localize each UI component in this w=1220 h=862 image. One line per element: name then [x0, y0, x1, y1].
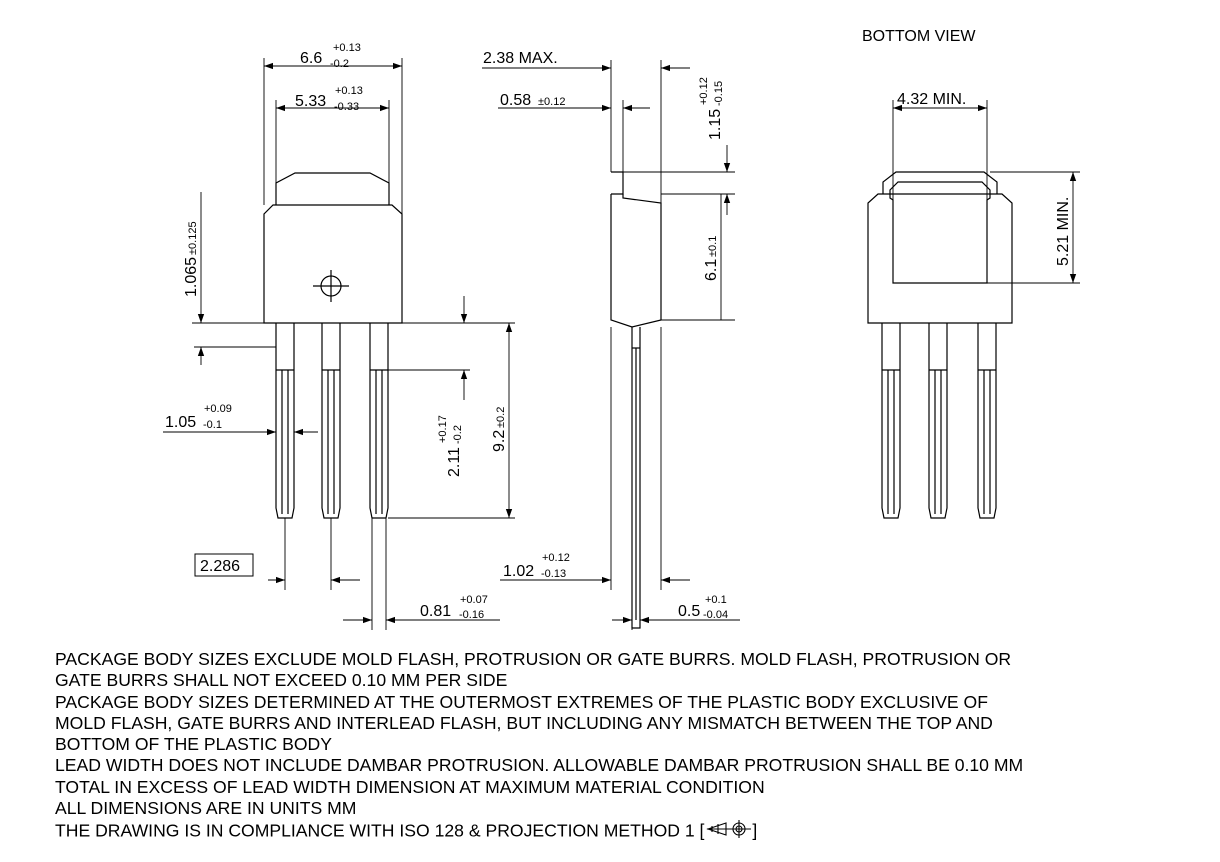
body-height-value: 6.1 — [703, 258, 720, 281]
max-thickness-label: 2.38 MAX. — [483, 50, 558, 67]
front-lead-right — [370, 323, 388, 518]
note-3-line-1: LEAD WIDTH DOES NOT INCLUDE DAMBAR PROTRUSION. ALLOWABLE DAMBAR PROTRUSION SHALL BE 0.10 MM — [55, 755, 1024, 776]
note-2-line-1: PACKAGE BODY SIZES DETERMINED AT THE OUTERMOST EXTREMES OF THE PLASTIC BODY EXCLUSIVE OF — [55, 691, 988, 712]
note-5-close-bracket: ] — [752, 820, 758, 841]
lead-width-wide-value: 1.05 — [165, 414, 197, 431]
tab-thickness-tol: ±0.12 — [538, 96, 566, 108]
lead-length-value: 9.2 — [491, 429, 508, 452]
side-tab — [611, 172, 623, 194]
lead-thick-wide-lower-tol: -0.13 — [541, 568, 567, 580]
lead-thickness-upper-tol: +0.1 — [705, 594, 727, 606]
bottom-view-title: BOTTOM VIEW — [862, 28, 976, 45]
note-1-line-2: GATE BURRS SHALL NOT EXCEED 0.10 MM PER SIDE — [55, 670, 508, 691]
bottom-tab — [883, 172, 997, 194]
front-lead-left — [276, 323, 294, 518]
bottom-view — [868, 172, 1012, 518]
lead-width-upper-tol: +0.07 — [460, 594, 488, 606]
note-4-line-1: ALL DIMENSIONS ARE IN UNITS MM — [55, 798, 357, 819]
front-view — [264, 173, 402, 518]
body-width-value: 6.6 — [300, 50, 323, 67]
first-angle-projection-icon — [706, 819, 752, 844]
tab-width-upper-tol: +0.13 — [335, 85, 363, 97]
lead-thick-wide-upper-tol: +0.12 — [542, 552, 570, 564]
bottom-lead-left — [882, 323, 900, 518]
tab-height-tol: ±0.125 — [187, 221, 199, 255]
bottom-lead-right — [978, 323, 996, 518]
bottom-body — [868, 194, 1012, 323]
tab-height-value: 1.065 — [183, 256, 200, 297]
tab-thickness-value: 0.58 — [500, 92, 532, 109]
body-width-upper-tol: +0.13 — [333, 42, 361, 54]
front-tab — [276, 173, 389, 205]
bottom-lead-center — [929, 323, 947, 518]
lead-thickness-lower-tol: -0.04 — [703, 609, 729, 621]
lead-length-tol: ±0.2 — [495, 406, 507, 428]
tab-width-lower-tol: -0.33 — [334, 101, 360, 113]
note-2 — [55, 692, 1215, 756]
note-4 — [55, 798, 1215, 819]
note-3-line-2: TOTAL IN EXCESS OF LEAD WIDTH DIMENSION AT MAXIMUM MATERIAL CONDITION — [55, 776, 765, 797]
note-2-line-2: MOLD FLASH, GATE BURRS AND INTERLEAD FLASH, BUT INCLUDING ANY MISMATCH BETWEEN THE TOP AND — [55, 712, 993, 733]
exposed-pad — [890, 182, 990, 283]
side-view — [611, 172, 661, 628]
side-body — [611, 194, 661, 327]
body-height-tol: ±0.1 — [707, 235, 719, 257]
side-dimensions — [482, 60, 740, 630]
lead-width-value: 0.81 — [420, 603, 452, 620]
note-1-line-1: PACKAGE BODY SIZES EXCLUDE MOLD FLASH, PROTRUSION OR GATE BURRS. MOLD FLASH, PROTRUSION OR — [55, 649, 1012, 669]
lead-thickness-value: 0.5 — [678, 603, 701, 620]
front-lead-center — [322, 323, 340, 518]
note-3 — [55, 755, 1215, 798]
step-height-lower-tol: -0.15 — [713, 80, 725, 106]
lead-thick-wide-value: 1.02 — [503, 563, 535, 580]
lead-width-lower-tol: -0.16 — [459, 609, 485, 621]
notes-list — [55, 649, 1215, 845]
body-width-lower-tol: -0.2 — [330, 58, 349, 70]
note-1 — [55, 649, 1215, 692]
shoulder-length-upper-tol: +0.17 — [437, 415, 449, 443]
lead-width-wide-upper-tol: +0.09 — [204, 403, 232, 415]
note-5-line-1: THE DRAWING IS IN COMPLIANCE WITH ISO 128 & PROJECTION METHOD 1 [ — [55, 820, 705, 841]
gate-mark — [313, 270, 349, 302]
shoulder-length-lower-tol: -0.2 — [452, 425, 464, 444]
step-height-upper-tol: +0.12 — [698, 77, 710, 105]
lead-width-wide-lower-tol: -0.1 — [203, 419, 222, 431]
pitch-basic-value: 2.286 — [200, 558, 241, 575]
tab-width-value: 5.33 — [295, 93, 327, 110]
step-height-value: 1.15 — [707, 108, 724, 140]
shoulder-length-value: 2.11 — [446, 447, 463, 477]
front-body — [264, 205, 402, 323]
pad-width-label: 4.32 MIN. — [897, 91, 967, 108]
pad-height-label: 5.21 MIN. — [1055, 196, 1072, 266]
note-5 — [55, 819, 1215, 844]
front-dimensions — [163, 58, 515, 630]
note-2-line-3: BOTTOM OF THE PLASTIC BODY — [55, 734, 332, 755]
